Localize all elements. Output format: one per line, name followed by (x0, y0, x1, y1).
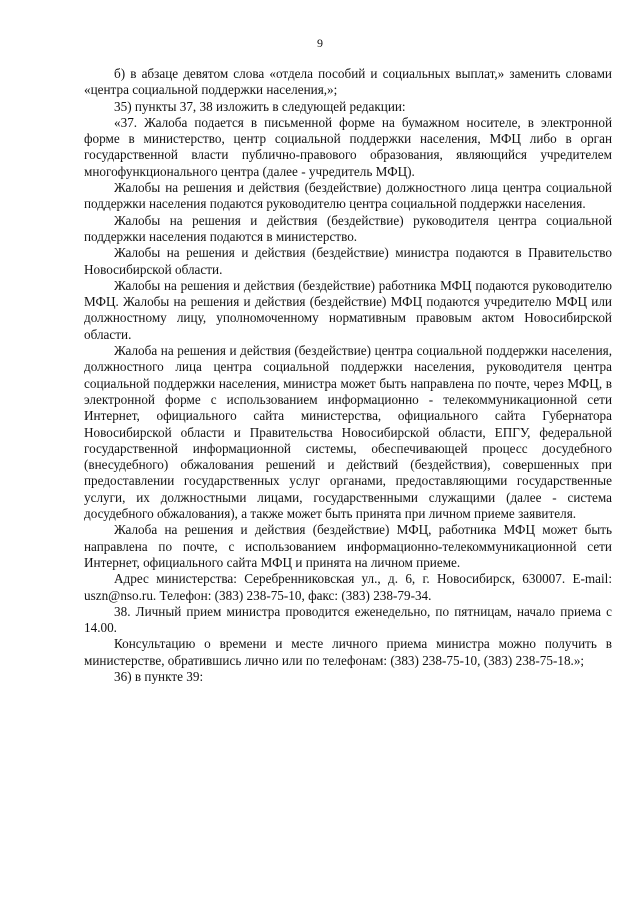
paragraph: Жалобы на решения и действия (бездействие) министра подаются в Правительство Новосибирской области. (84, 245, 612, 277)
paragraph: Жалоба на решения и действия (бездействие) МФЦ, работника МФЦ может быть направлена по почте, с использованием информационно-телекоммуникационной сети Интернет, официального сайта МФЦ и принята на личном приеме. (84, 522, 612, 570)
paragraph: Жалобы на решения и действия (бездействие) работника МФЦ подаются руководителю МФЦ. Жалобы на решения и действия (бездействие) МФЦ подаются учредителю МФЦ или должностному лицу, уполномоченному нормативным правовым актом Новосибирской области. (84, 277, 612, 342)
paragraph: Жалобы на решения и действия (бездействие) должностного лица центра социальной поддержки населения подаются руководителю центра социальной поддержки населения. (84, 180, 612, 212)
paragraph: Консультацию о времени и месте личного приема министра можно получить в министерстве, обратившись лично или по телефонам: (383) 238-75-10, (383) 238-75-18.»; (84, 636, 612, 668)
paragraph: 36) в пункте 39: (114, 668, 204, 684)
paragraph: Жалобы на решения и действия (бездействие) руководителя центра социальной поддержки населения подаются в министерство. (84, 212, 612, 244)
paragraph: б) в абзаце девятом слова «отдела пособий и социальных выплат,» заменить словами «центра социальной поддержки населения,»; (84, 66, 612, 98)
paragraph: 35) пункты 37, 38 изложить в следующей редакции: (114, 98, 406, 114)
document-body (84, 66, 612, 685)
paragraph: Жалоба на решения и действия (бездействие) центра социальной поддержки населения, должностного лица центра социальной поддержки населения, руководителя центра социальной поддержки населения, министра может быть направлена по почте, через МФЦ, в электронной форме с использованием информационно - телекоммуникационной сети Интернет, официального сайта министерства, официального сайта Губернатора Новосибирской области и Правительства Новосибирской области, ЕПГУ, федеральной государственной информационной системы, обеспечивающей процесс досудебного (внесудебного) обжалования решений и действий (бездействия), совершенных при предоставлении государственных услуг органами, предоставляющими государственные услуги, их должностными лицами, государственными служащими (далее - система досудебного обжалования), а также может быть принята при личном приеме заявителя. (84, 343, 612, 522)
paragraph: «37. Жалоба подается в письменной форме на бумажном носителе, в электронной форме в министерство, центр социальной поддержки населения, МФЦ либо в орган государственной власти публично-правового образования, являющийся учредителем многофункционального центра (далее - учредитель МФЦ). (84, 114, 612, 179)
paragraph: Адрес министерства: Серебренниковская ул., д. 6, г. Новосибирск, 630007. E-mail: uszn@nso.ru. Телефон: (383) 238-75-10, факс: (383) 238-79-34. (84, 571, 612, 603)
page-number: 9 (317, 36, 323, 50)
paragraph: 38. Личный прием министра проводится еженедельно, по пятницам, начало приема с 14.00. (84, 603, 612, 636)
